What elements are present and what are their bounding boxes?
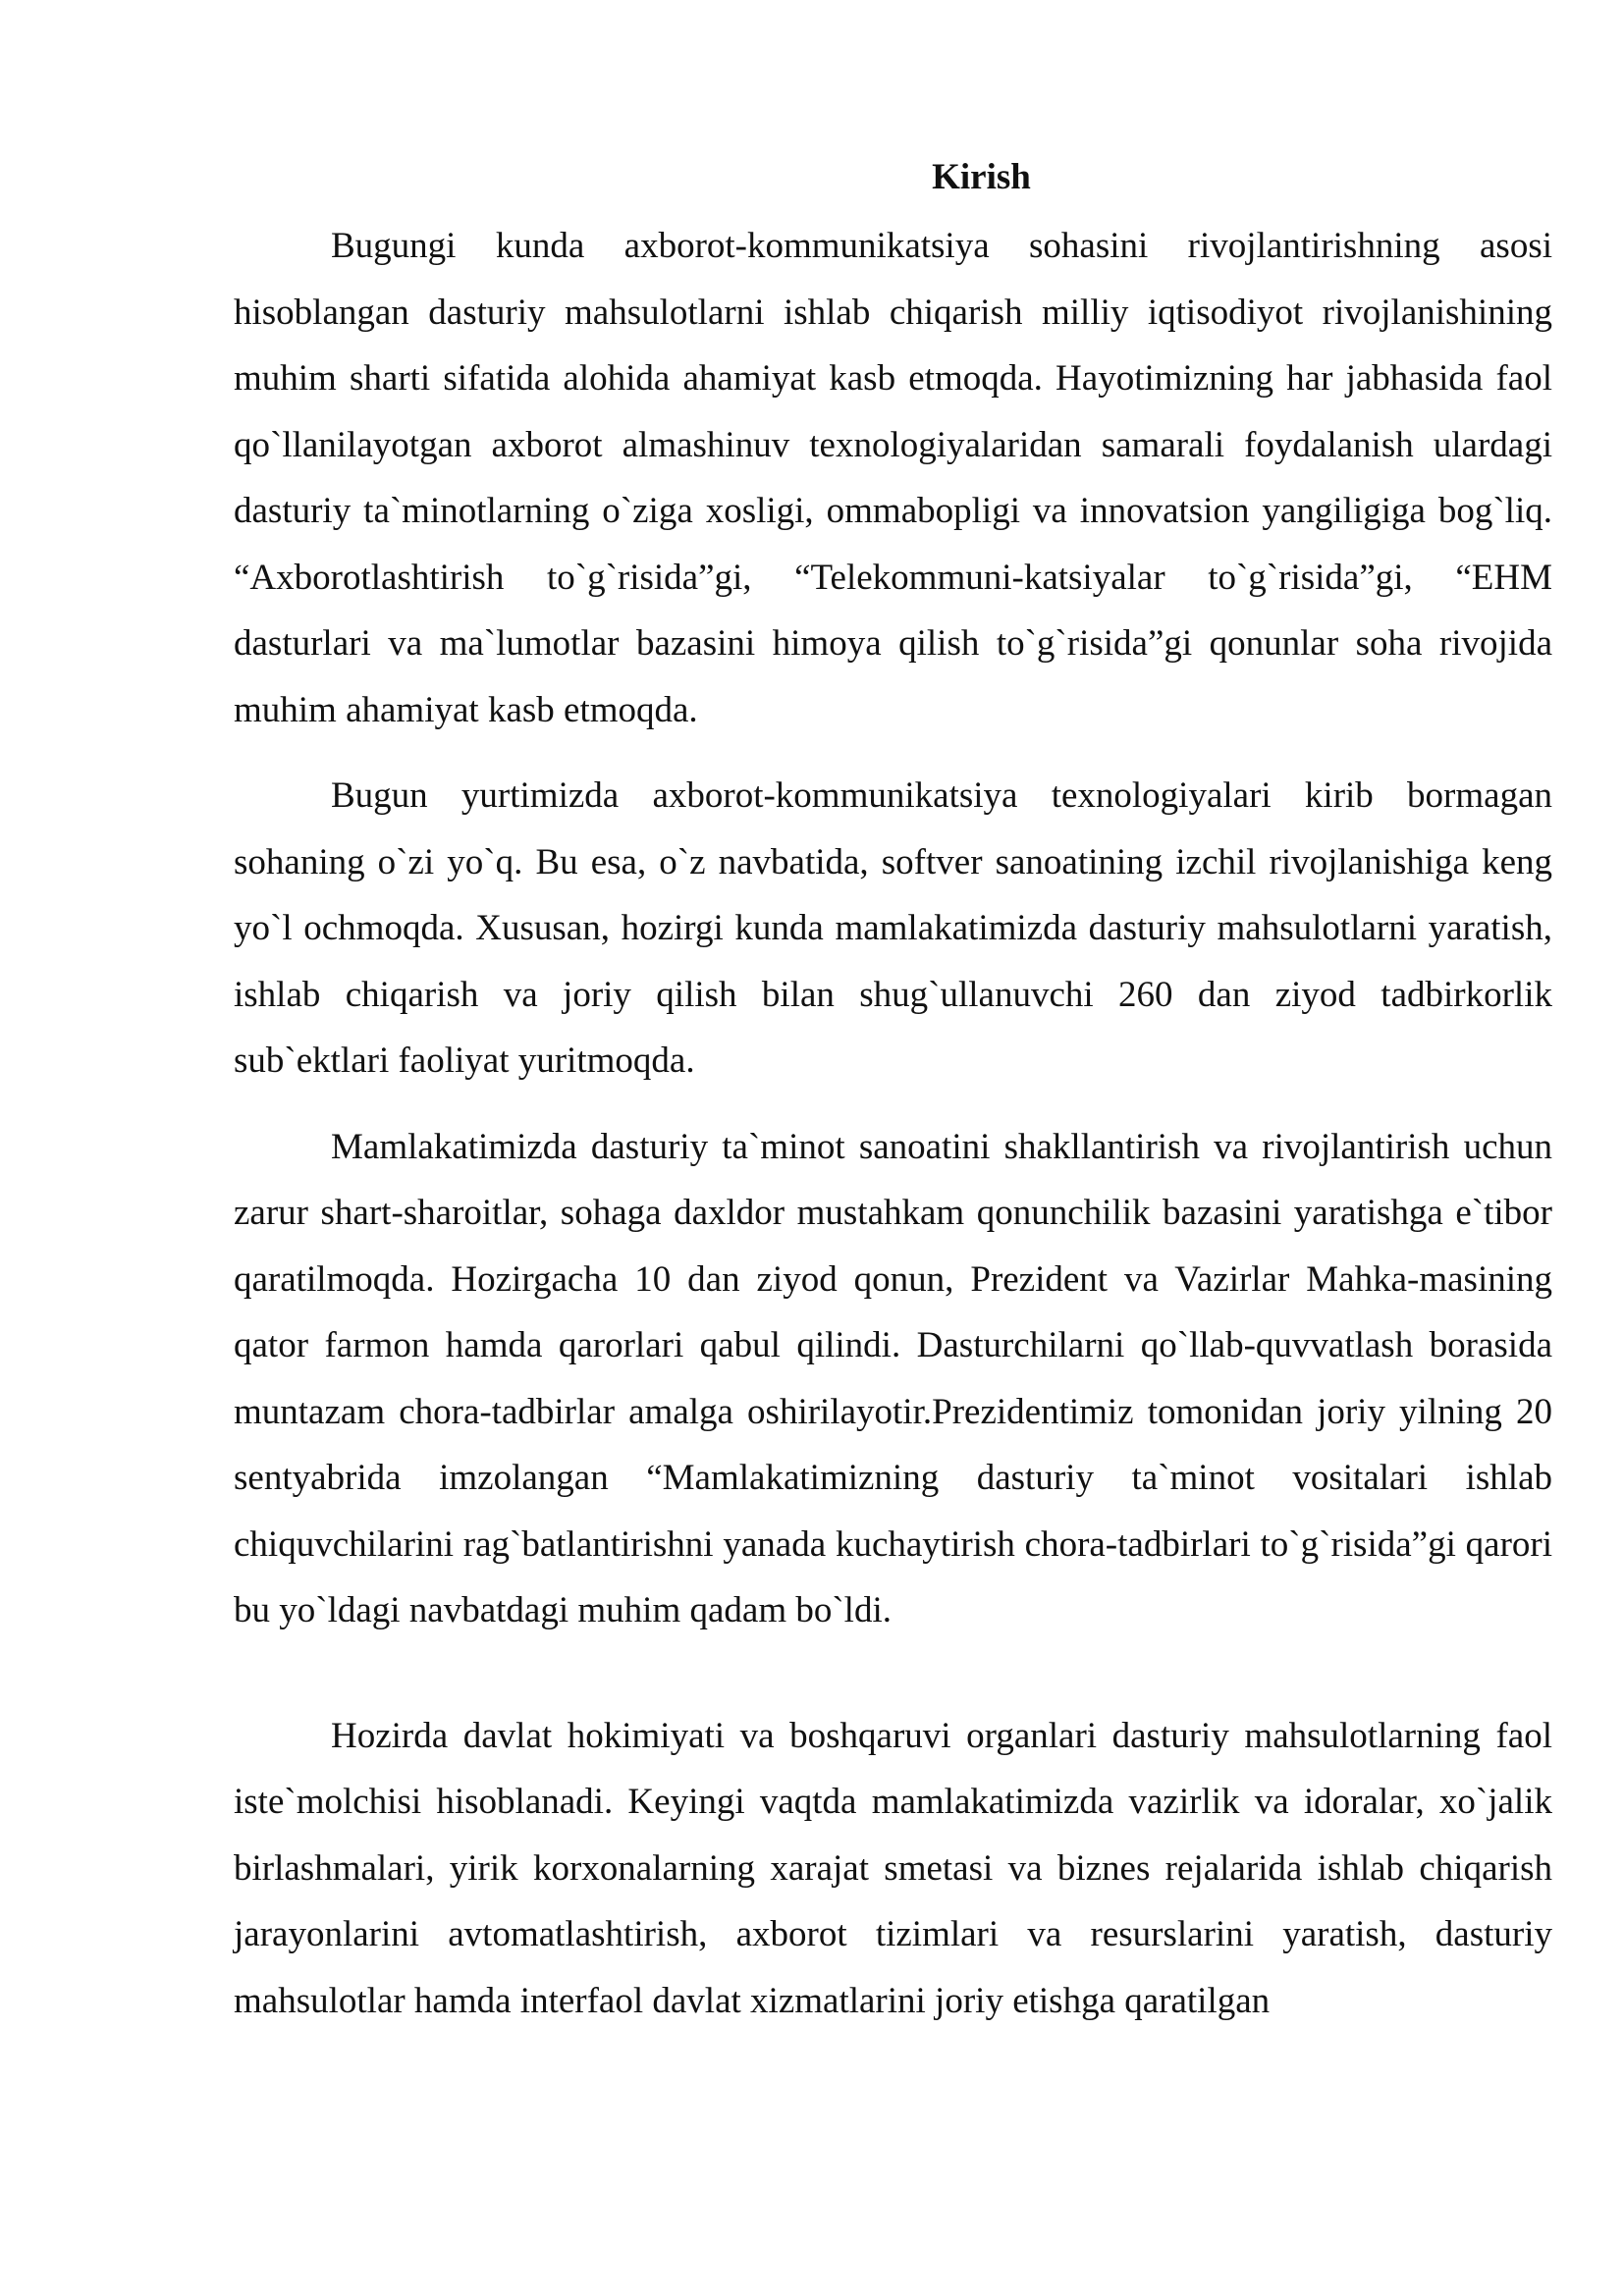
paragraph-intro: Bugungi kunda axborot-kommunikatsiya sohasini rivojlantirishning asosi hisoblangan dasturiy mahsulotlarni ishlab chiqarish milliy iqtisodiyot rivojlanishining muhim sharti sifatida alohida ahamiyat kasb etmoqda. Hayotimizning har jabhasida faol qo`llanilayotgan axborot almashinuv texnologiyalaridan samarali foydalanish ulardagi dasturiy ta`minotlarning o`ziga xosligi, ommabopligi va innovatsion yangiligiga bog`liq. “Axborotlashtirish to`g`risida”gi, “Telekommuni-katsiyalar to`g`risida”gi, “EHM dasturlari va ma`lumotlar bazasini himoya qilish to`g`risida”gi qonunlar soha rivojida muhim ahamiyat kasb etmoqda. [234,226,1552,730]
paragraph-government-consumers: Hozirda davlat hokimiyati va boshqaruvi organlari dasturiy mahsulotlarning faol iste`molchisi hisoblanadi. Keyingi vaqtda mamlakatimizda vazirlik va idoralar, xo`jalik birlashmalari, yirik korxonalarning xarajat smetasi va biznes rejalarida ishlab chiqarish jarayonlarini avtomatlashtirish, axborot tizimlari va resurslarini yaratish, dasturiy mahsulotlar hamda interfaol davlat xizmatlarini joriy etishga qaratilgan [234,1715,1552,2021]
document-body [234,147,1552,2054]
paragraph-legislation: Mamlakatimizda dasturiy ta`minot sanoatini shakllantirish va rivojlantirish uchun zarur shart-sharoitlar, sohaga daxldor mustahkam qonunchilik bazasini yaratishga e`tibor qaratilmoqda. Hozirgacha 10 dan ziyod qonun, Prezident va Vazirlar Mahka-masining qator farmon hamda qarorlari qabul qilindi. Dasturchilarni qo`llab-quvvatlash borasida muntazam chora-tadbirlar amalga oshirilayotir.Prezidentimiz tomonidan joriy yilning 20 sentyabrida imzolangan “Mamlakatimizning dasturiy ta`minot vositalari ishlab chiquvchilarini rag`batlantirishni yanada kuchaytirish chora-tadbirlari to`g`risida”gi qarori bu yo`ldagi navbatdagi muhim qadam bo`ldi. [234,1126,1552,1630]
page-title: Kirish [932,157,1031,197]
paragraph-ict-sectors: Bugun yurtimizda axborot-kommunikatsiya texnologiyalari kirib bormagan sohaning o`zi yo`q. Bu esa, o`z navbatida, softver sanoatining izchil rivojlanishiga keng yo`l ochmoqda. Xususan, hozirgi kunda mamlakatimizda dasturiy mahsulotlarni yaratish, ishlab chiqarish va joriy qilish bilan shug`ullanuvchi 260 dan ziyod tadbirkorlik sub`ektlari faoliyat yuritmoqda. [234,775,1552,1081]
